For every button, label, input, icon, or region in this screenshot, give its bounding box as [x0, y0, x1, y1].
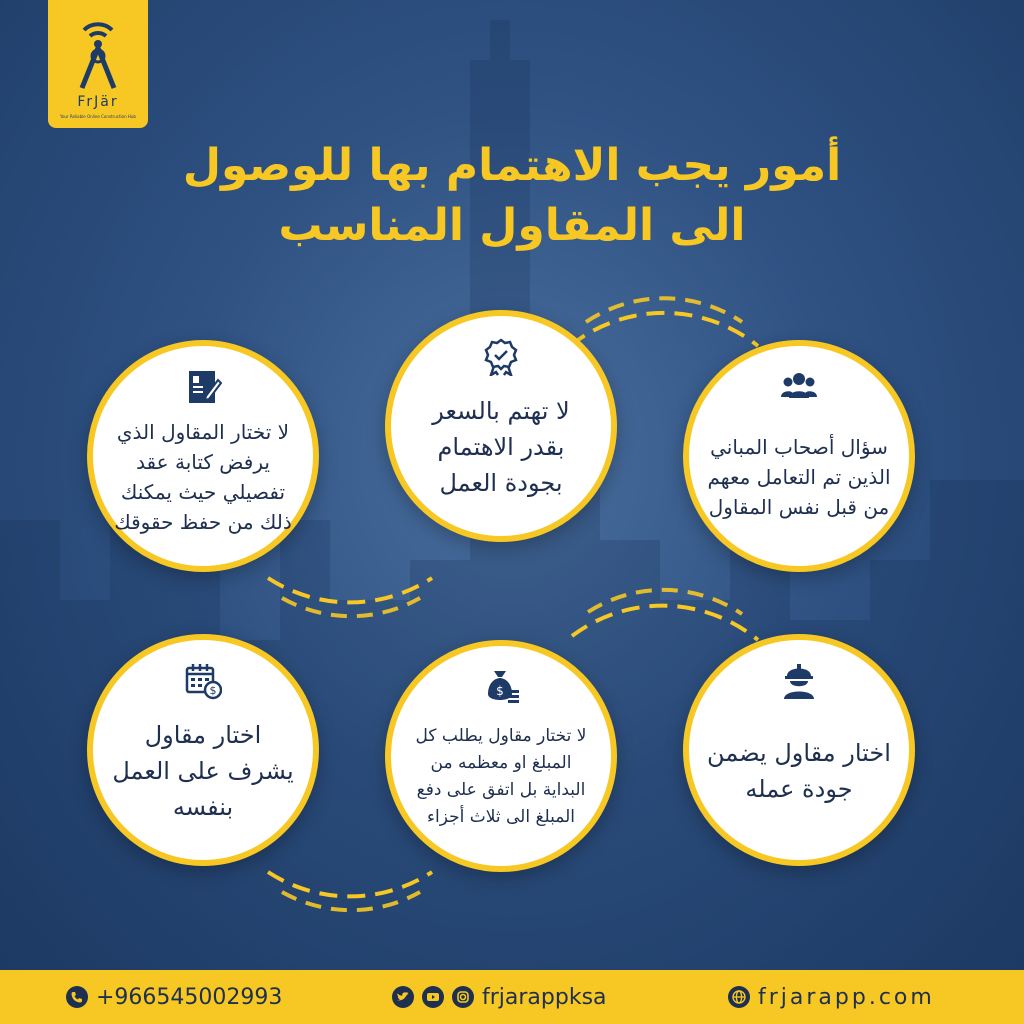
- card-quality-over-price: [385, 310, 617, 542]
- footer-social[interactable]: [392, 970, 607, 1024]
- card-text: اختار مقاول يشرف على العمل بنفسه: [112, 721, 294, 821]
- card-ask-building-owners: [683, 340, 915, 572]
- badge-check-icon: [482, 338, 520, 376]
- card-text: اختار مقاول يضمن جودة عمله: [707, 739, 891, 803]
- card-text: سؤال أصحاب المباني الذين تم التعامل معهم من قبل نفس المقاول: [707, 435, 891, 519]
- footer-website[interactable]: [728, 970, 935, 1024]
- logo-text: FrJär: [77, 94, 119, 110]
- card-text: لا تهتم بالسعر بقدر الاهتمام بجودة العمل: [432, 397, 570, 497]
- calendar-money-icon: [184, 662, 222, 700]
- money-bag-icon: [482, 668, 520, 706]
- card-self-supervising: [87, 634, 319, 866]
- title-line-2: الى المقاول المناسب: [278, 200, 746, 251]
- phone-number: +966545002993: [96, 984, 283, 1010]
- svg-text:$: $: [209, 684, 217, 697]
- card-guarantee-quality: [683, 634, 915, 866]
- youtube-icon: [422, 986, 444, 1008]
- social-handle: frjarappksa: [482, 984, 607, 1010]
- website-url: frjarapp.com: [758, 984, 935, 1010]
- card-detailed-contract: [87, 340, 319, 572]
- instagram-icon: [452, 986, 474, 1008]
- card-payment-installments: [385, 640, 617, 872]
- card-text: لا تختار مقاول يطلب كل المبلغ او معظمه من البداية بل اتفق على دفع المبلغ الى ثلاث أجزاء: [415, 726, 587, 827]
- card-text: لا تختار المقاول الذي يرفض كتابة عقد تفصيلي حيث يمكنك ذلك من حفظ حقوقك: [114, 420, 292, 534]
- footer-bar: [0, 970, 1024, 1024]
- twitter-icon: [392, 986, 414, 1008]
- footer-phone[interactable]: [66, 970, 282, 1024]
- phone-icon: [66, 986, 88, 1008]
- svg-text:$: $: [496, 684, 504, 698]
- contract-pen-icon: [184, 368, 222, 406]
- title-line-1: أمور يجب الاهتمام بها للوصول: [182, 140, 842, 191]
- worker-helmet-icon: [780, 662, 818, 700]
- globe-icon: [728, 986, 750, 1008]
- logo-tagline: Your Reliable Online Construction Hub: [60, 114, 136, 119]
- group-icon: [780, 368, 818, 406]
